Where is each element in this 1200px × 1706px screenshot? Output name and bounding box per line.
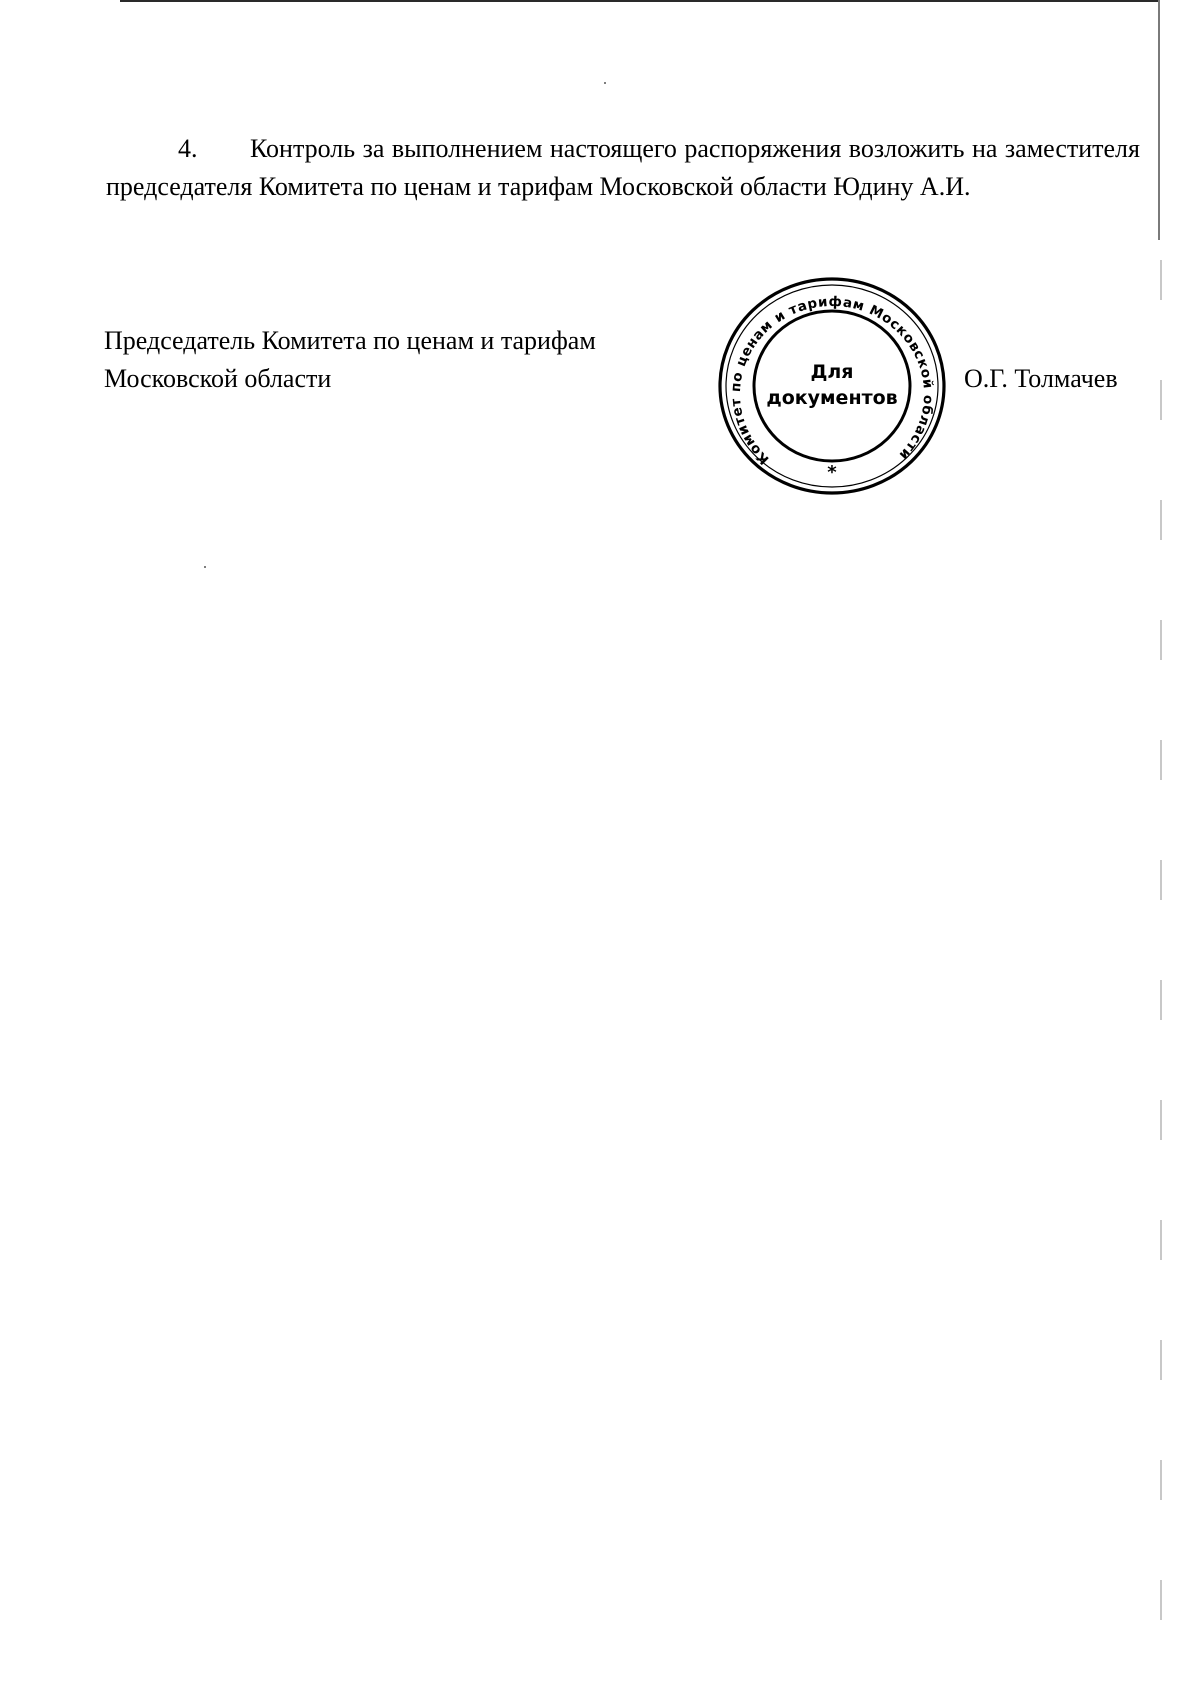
scan-edge-top [120,0,1160,2]
signatory-name: О.Г. Толмачев [964,364,1118,393]
scan-speck [604,82,606,84]
stamp-ring-text: Комитет по ценам и тарифам Московской области [727,293,937,468]
paragraph-text: Контроль за выполнением настоящего распоряжения возложить на заместителя председателя Комитета по ценам и тарифам Московской области Юдину А.И. [106,134,1140,201]
signature-position [104,322,664,398]
paragraph-number: 4. [178,134,198,163]
paragraph-4 [106,130,1140,206]
stamp-center-line-1: Для [810,361,854,383]
scan-edge-right-dashes [1160,260,1162,1680]
stamp-center-line-2: документов [766,387,898,409]
stamp-star: * [827,462,837,483]
position-line-1: Председатель Комитета по ценам и тарифам [104,326,596,355]
scan-speck [204,566,206,568]
official-stamp [716,274,948,498]
position-line-2: Московской области [104,364,332,393]
scan-edge-right [1158,0,1160,240]
